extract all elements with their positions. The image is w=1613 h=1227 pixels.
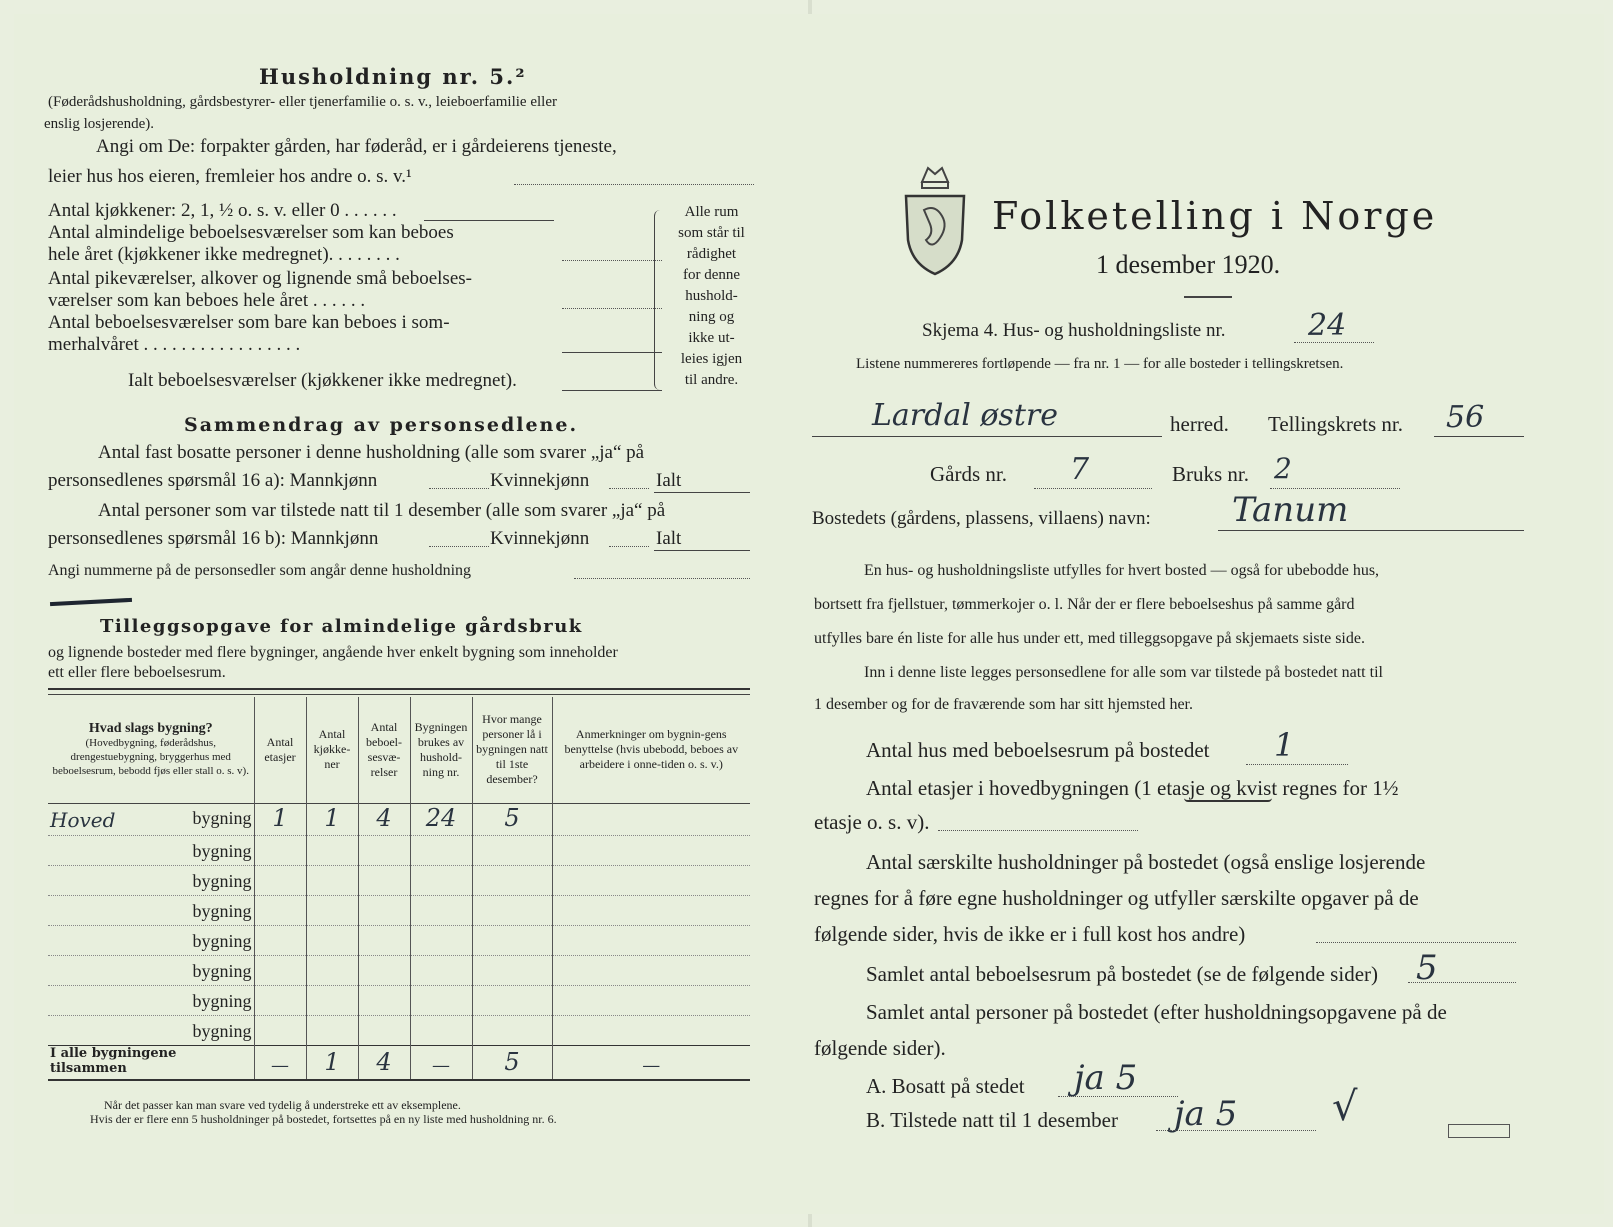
col-kitchens: Antal kjøkke-ner	[306, 697, 358, 803]
left-page: Husholdning nr. 5.² (Føderådshusholdning, gårdsbestyrer- eller tjenerfamilie o. s. v., leieboerfamilie eller enslig losjerende). Angi om De: forpakter gården, har føderåd, er i gårdeierens tjeneste, leier hus hos eieren, fremleier hos andre o. s. v.¹ Antal kjøkkener: 2, 1, ½ o. s. v. eller 0 . . . . . . Antal almindelige beboelsesværelser som kan beboes hele året (kjøkkener ikke medregnet). . . . . . . . Antal pikeværelser, alkover og lignende små beboelses- værelser som kan beboes hele året . . . . . . Antal beboelsesværelser som bare kan beboes i som- merhalvåret . . . . . . . . . . . . . . . . . Ialt beboelsesværelser (kjøkkener ikke medregnet). Alle rum som står til rådighet for denne hushold- ning og ikke ut- leies igjen til andre. Sammendrag av personsedlene. Antal fast bosatte personer i denne husholdning (alle som svarer „ja“ på personsedlenes spørsmål 16 a): Mannkjønn Kvinnekjønn Ialt Antal personer som var tilstede natt til 1 desember (alle som svarer „ja“ på personsedlenes spørsmål 16 b): Mannkjønn Kvinnekjønn Ialt Angi nummerne på de personsedler som angår denne husholdning Tilleggsopgave for almindelige gårdsbruk og lignende bosteder med flere bygninger, angående hver enkelt bygning som inneholder ett eller flere beboelsesrum. Hvad slags bygning? (Hovedbygning, føderådshus, drengestuebygning, bryggerhus med beboelsesrum, bebodd fjøs eller stall o. s. v). Antal etasjer Antal kjøkke-ner Antal beboel-sesvæ-relser Bygningen brukes av hushold-ning nr. Hvor mange personer lå i bygningen natt til 1ste desember? Anmerkninger om bygnin-gens benyttelse (hvis ubebodd, beboes av arbeidere i onne-tiden o. s. v.) Hoved bygning 1 1 4 24 5 bygning bygning bygning bygning bygning bygning bygning I alle bygningene tilsammen — 1 4 — 5 — Når det passer kan man svare ved tydelig å understreke ett av eksemplene. Hvis der er flere enn 5 husholdninger på bostedet, fortsettes på en ny liste med husholdning nr. 6.	[14, 14, 812, 1214]
building-rows	[48, 803, 750, 1080]
q-floors-2: etasje o. s. v).	[814, 810, 930, 834]
table-row: bygning	[48, 1015, 750, 1045]
supplement-intro-1: og lignende bosteder med flere bygninger, angående hver enkelt bygning som inneholder	[48, 644, 618, 661]
herred-value: Lardal østre	[872, 398, 1058, 433]
form-date: 1 desember 1920.	[1096, 250, 1281, 279]
q-persons-1: Samlet antal personer på bostedet (efter husholdningsopgavene på de	[866, 1000, 1447, 1024]
summary-title: Sammendrag av personsedlene.	[184, 414, 579, 436]
brace-note: Alle rum som står til rådighet for denne hushold- ning og ikke ut- leies igjen til andre.	[678, 204, 745, 388]
rooms-small-2: værelser som kan beboes hele året . . . . . .	[48, 290, 366, 311]
summary-numbers: Angi nummerne på de personsedler som angår denne husholdning	[48, 562, 472, 579]
summary-line-2: personsedlenes spørsmål 16 a): Mannkjønn	[48, 470, 378, 491]
instr-4: Inn i denne liste legges personsedlene for alle som var tilstede på bostedet natt til	[864, 664, 1383, 681]
table-row: bygning	[48, 985, 750, 1015]
herred-label: herred.	[1170, 412, 1229, 436]
q-floors-1: Antal etasjer i hovedbygningen (1 etasje og kvist regnes for 1½	[866, 776, 1399, 800]
bruks-value: 2	[1274, 452, 1292, 485]
instr-1: En hus- og husholdningsliste utfylles for hvert bosted — også for ubebodde hus,	[864, 562, 1380, 579]
bosted-value: Tanum	[1232, 490, 1349, 530]
gards-value: 7	[1070, 452, 1090, 487]
q-rooms-value: 5	[1416, 948, 1438, 988]
schema-line: Skjema 4. Hus- og husholdningsliste nr.	[922, 320, 1226, 341]
supplement-title: Tilleggsopgave for almindelige gårdsbruk	[100, 616, 583, 637]
occupancy-line-2: leier hus hos eieren, fremleier hos andre o. s. v.¹	[48, 166, 412, 187]
building-table	[48, 697, 750, 1081]
summary-line-3: Antal personer som var tilstede natt til 1 desember (alle som svarer „ja“ på	[98, 500, 666, 521]
total-row: I alle bygningene tilsammen — 1 4 — 5 —	[48, 1045, 750, 1080]
table-row: bygning	[48, 895, 750, 925]
instr-2: bortsett fra fjellstuer, tømmerkojer o. l. Når der er flere beboelseshus på samme gård	[814, 596, 1355, 613]
bosatt-label: A. Bosatt på stedet	[866, 1074, 1025, 1098]
q-households-2: regnes for å føre egne husholdninger og utfyller særskilte opgaver på de	[814, 886, 1419, 910]
footnote-1: Når det passer kan man svare ved tydelig å understreke ett av eksemplene.	[104, 1098, 461, 1112]
brace	[654, 210, 662, 390]
col-floors: Antal etasjer	[254, 697, 306, 803]
col-rooms: Antal beboel-sesvæ-relser	[358, 697, 410, 803]
ink-stroke	[50, 598, 132, 606]
rooms-summer-1: Antal beboelsesværelser som bare kan beboes i som-	[48, 312, 450, 333]
q-persons-2: følgende sider).	[814, 1036, 946, 1060]
col-building-type: Hvad slags bygning? (Hovedbygning, føderådshus, drengestuebygning, bryggerhus med beboelsesrum, bebodd fjøs eller stall o. s. v).	[52, 721, 249, 778]
gards-label: Gårds nr.	[930, 462, 1007, 486]
schema-number: 24	[1308, 308, 1347, 343]
intro-line-1: (Føderådshusholdning, gårdsbestyrer- eller tjenerfamilie o. s. v., leieboerfamilie eller	[48, 94, 557, 110]
q-households-3: følgende sider, hvis de ikke er i full kost hos andre)	[814, 922, 1246, 946]
q-rooms: Samlet antal beboelsesrum på bostedet (se de følgende sider)	[866, 962, 1378, 986]
table-row: bygning	[48, 955, 750, 985]
col-household: Bygningen brukes av hushold-ning nr.	[410, 697, 472, 803]
krets-value: 56	[1446, 400, 1485, 435]
table-row: bygning	[48, 835, 750, 865]
household-title: Husholdning nr. 5.²	[259, 64, 527, 89]
summary-line-1: Antal fast bosatte personer i denne husholdning (alle som svarer „ja“ på	[98, 442, 645, 463]
rooms-regular-2: hele året (kjøkkener ikke medregnet). . . . . . . .	[48, 244, 400, 265]
q-houses-value: 1	[1274, 726, 1295, 764]
form-title: Folketelling i Norge	[992, 194, 1438, 238]
supplement-intro-2: ett eller flere beboelsesrum.	[48, 664, 226, 681]
numbering-note: Listene nummereres fortløpende — fra nr. 1 — for alle bosteder i tellingskretsen.	[856, 356, 1344, 372]
intro-line-2: enslig losjerende).	[44, 116, 154, 132]
instr-3: utfylles bare én liste for alle hus under ett, med tilleggsopgave på skjemaets siste side.	[814, 630, 1365, 647]
q-households-1: Antal særskilte husholdninger på bostedet (også enslige losjerende	[866, 850, 1426, 874]
floor-underline	[1184, 798, 1272, 802]
q-houses: Antal hus med beboelsesrum på bostedet	[866, 738, 1210, 762]
col-remarks: Anmerkninger om bygnin-gens benyttelse (hvis ubebodd, beboes av arbeidere i onne-tiden o. s. v.)	[552, 697, 750, 803]
rooms-small-1: Antal pikeværelser, alkover og lignende små beboelses-	[48, 268, 472, 289]
printer-stamp	[1448, 1124, 1510, 1138]
krets-label: Tellingskrets nr.	[1268, 412, 1404, 436]
rooms-regular-1: Antal almindelige beboelsesværelser som kan beboes	[48, 222, 454, 243]
bosatt-value: ja 5	[1074, 1058, 1138, 1098]
rooms-total: Ialt beboelsesværelser (kjøkkener ikke medregnet).	[128, 370, 517, 391]
footnote-2: Hvis der er flere enn 5 husholdninger på bostedet, fortsettes på en ny liste med husholdning nr. 6.	[90, 1112, 557, 1126]
right-page	[812, 14, 1604, 1214]
tilstede-value: ja 5	[1174, 1094, 1238, 1134]
col-persons: Hvor mange personer lå i bygningen natt til 1ste desember?	[472, 697, 552, 803]
rooms-summer-2: merhalvåret . . . . . . . . . . . . . . . . .	[48, 334, 301, 355]
bosted-label: Bostedets (gårdens, plassens, villaens) navn:	[812, 508, 1151, 529]
occupancy-line-1: Angi om De: forpakter gården, har føderåd, er i gårdeierens tjeneste,	[96, 136, 617, 157]
tilstede-label: B. Tilstede natt til 1 desember	[866, 1108, 1118, 1132]
table-row: bygning	[48, 925, 750, 955]
check-mark-icon: √	[1332, 1084, 1358, 1130]
coat-of-arms-icon	[902, 160, 968, 280]
instr-5: 1 desember og for de fraværende som har sitt hjemsted her.	[814, 696, 1193, 713]
table-row: Hoved bygning 1 1 4 24 5	[48, 803, 750, 835]
table-row: bygning	[48, 865, 750, 895]
summary-line-4: personsedlenes spørsmål 16 b): Mannkjønn	[48, 528, 379, 549]
bruks-label: Bruks nr.	[1172, 462, 1250, 486]
rooms-kitchens: Antal kjøkkener: 2, 1, ½ o. s. v. eller 0 . . . . . .	[48, 200, 397, 221]
